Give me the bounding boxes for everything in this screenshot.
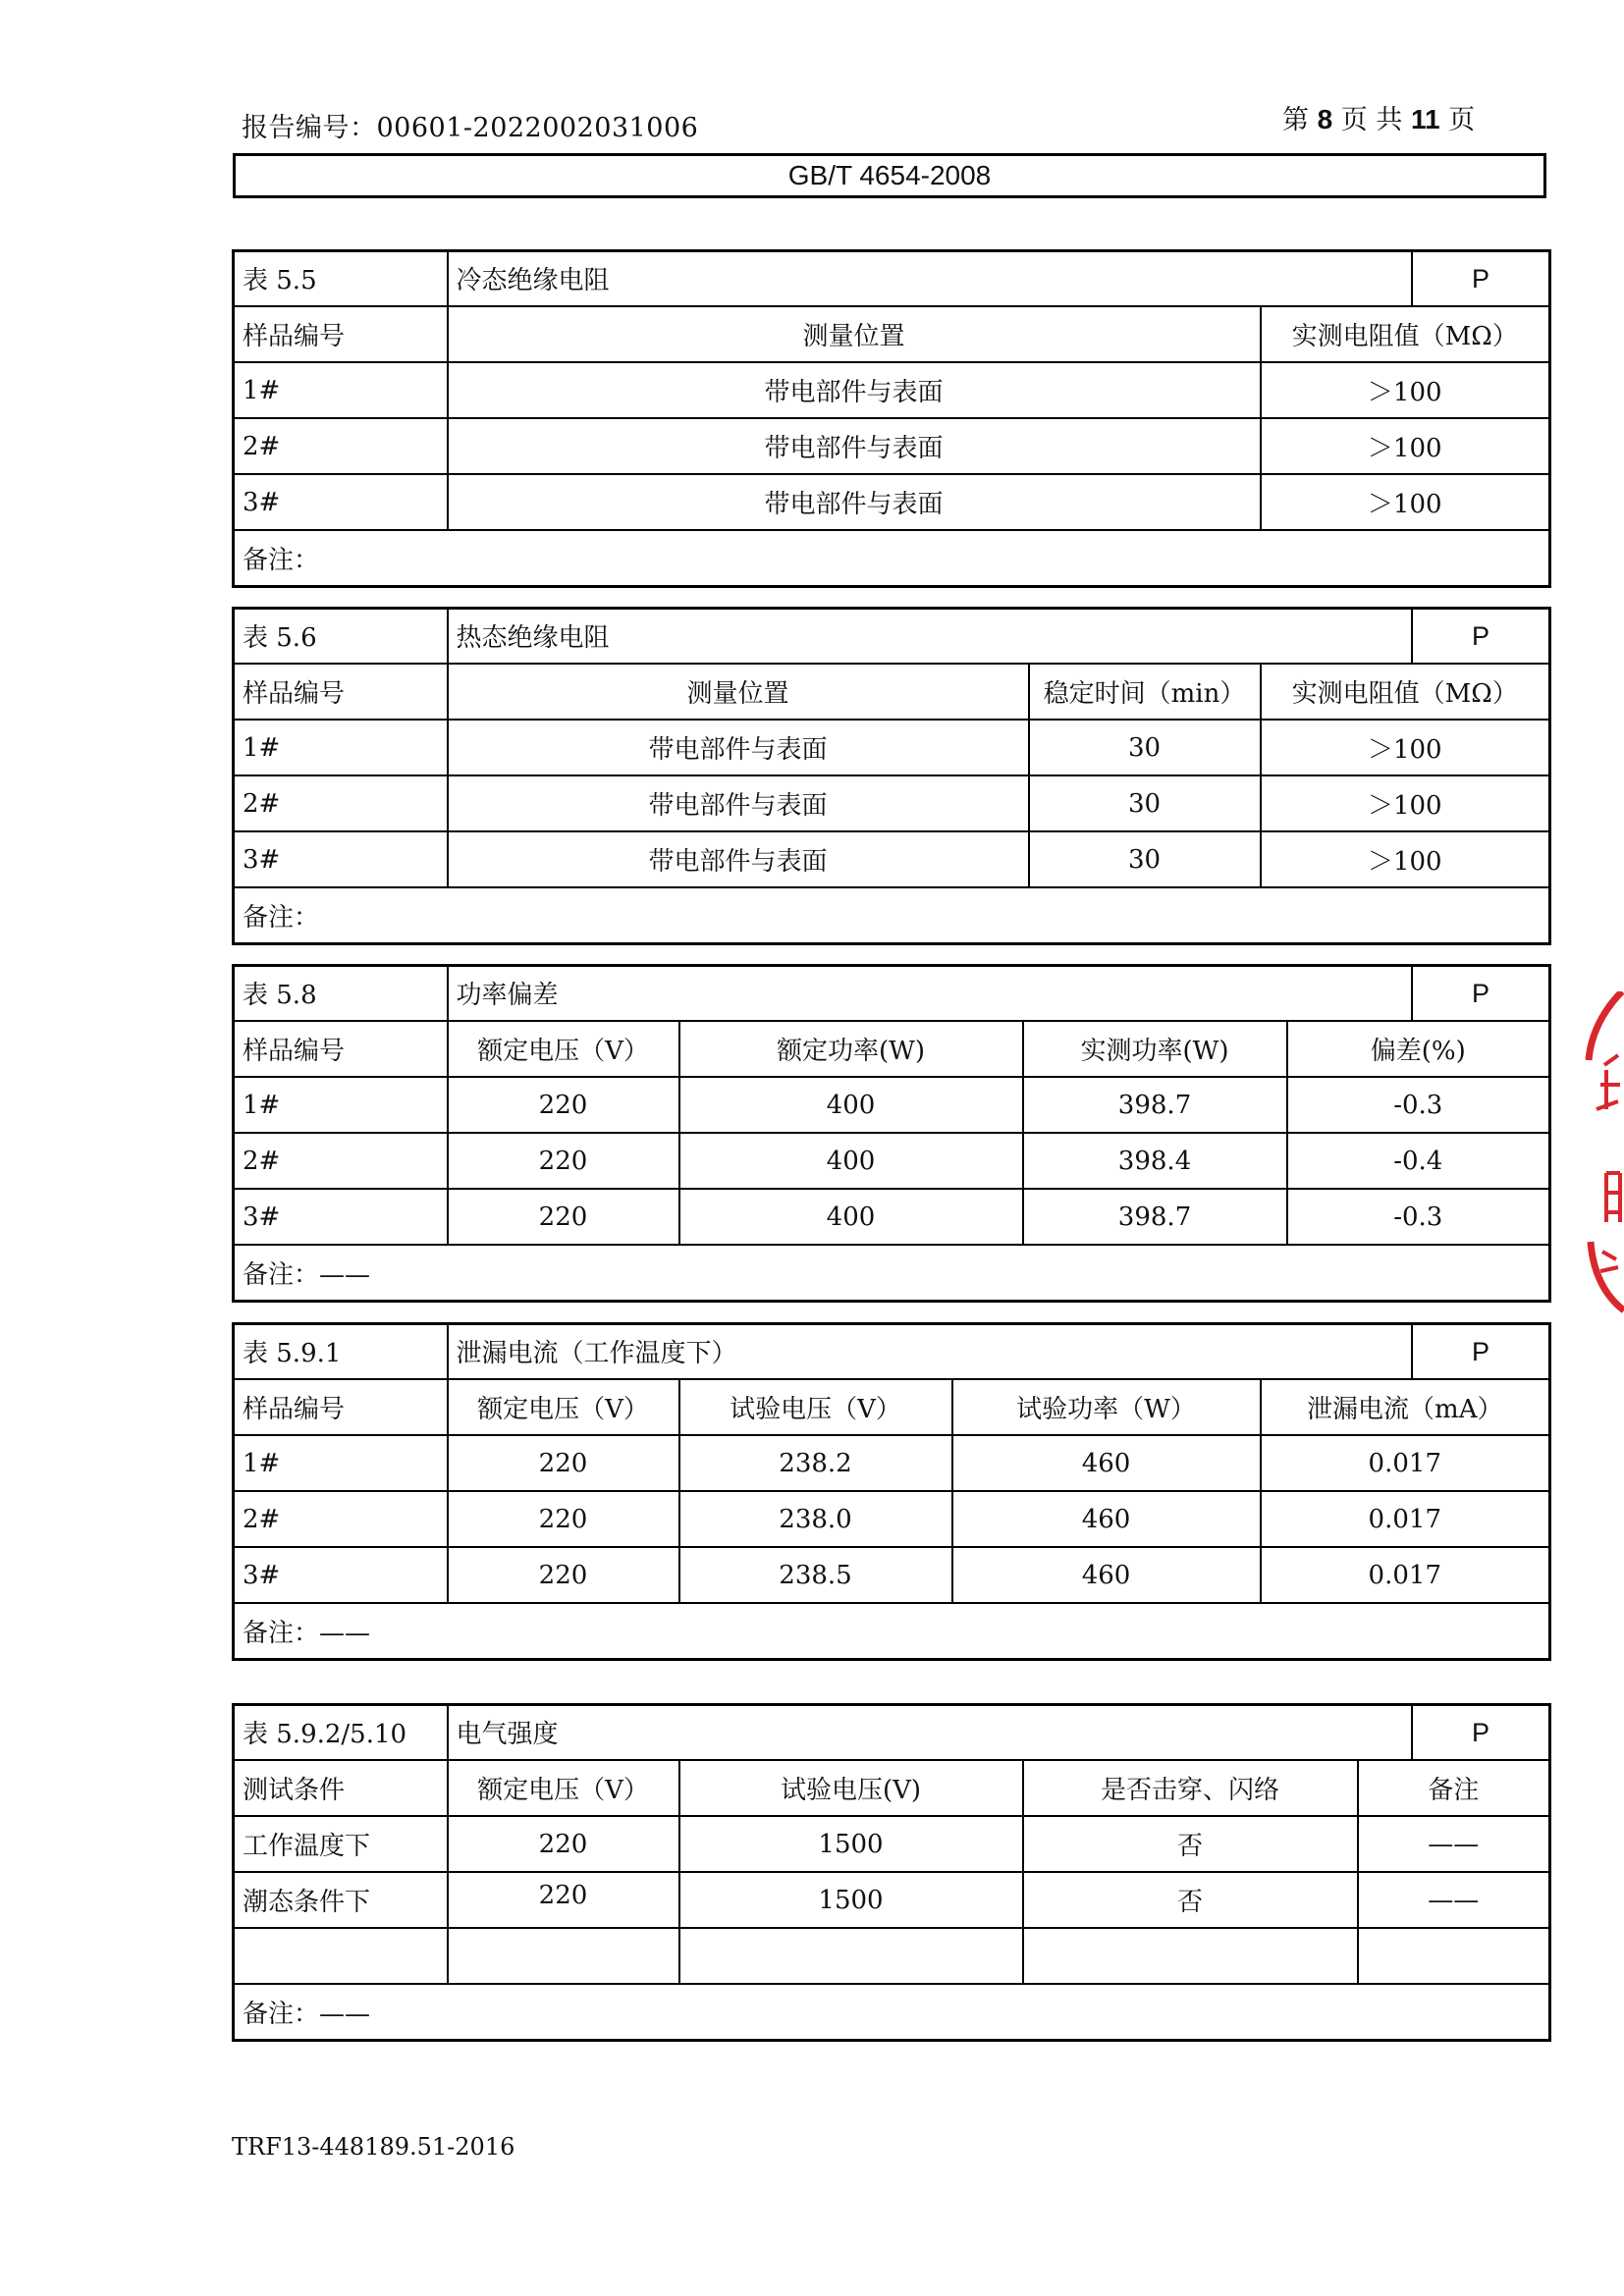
header-breakdown: 是否击穿、闪络 xyxy=(1023,1760,1358,1816)
empty-cell xyxy=(679,1928,1023,1984)
sample-no: 3# xyxy=(234,1547,448,1603)
sample-no: 2# xyxy=(234,418,448,474)
page-suffix: 页 xyxy=(1448,105,1476,135)
table-title xyxy=(448,1324,1261,1380)
header-resistance: 实测电阻值（MΩ） xyxy=(1261,664,1550,720)
stable-time: 30 xyxy=(1029,831,1261,887)
sample-no: 1# xyxy=(234,362,448,418)
sample-no: 1# xyxy=(234,720,448,775)
test-power: 460 xyxy=(952,1491,1261,1547)
table-row xyxy=(234,1491,1550,1547)
leakage: 0.017 xyxy=(1261,1435,1550,1491)
table-row xyxy=(234,1872,1550,1928)
table-title xyxy=(448,609,1261,665)
resistance: ＞100 xyxy=(1261,831,1550,887)
header-rated-power: 额定功率(W) xyxy=(679,1021,1023,1077)
resistance: ＞100 xyxy=(1261,775,1550,831)
test-power: 460 xyxy=(952,1435,1261,1491)
table-electric-strength xyxy=(232,1703,1551,2042)
empty-cell xyxy=(234,1928,448,1984)
position: 带电部件与表面 xyxy=(448,831,1029,887)
page-prefix: 第 xyxy=(1282,105,1309,135)
table-row-empty xyxy=(234,1928,1550,1984)
table-title xyxy=(448,966,1287,1022)
position: 带电部件与表面 xyxy=(448,474,1261,530)
page-total: 11 xyxy=(1410,104,1440,134)
result-value: P xyxy=(1411,967,1548,1020)
result-value: P xyxy=(1411,1706,1548,1759)
resistance: ＞100 xyxy=(1261,474,1550,530)
rated-voltage: 220 xyxy=(448,1816,679,1872)
header-measured-power: 实测功率(W) xyxy=(1023,1021,1287,1077)
table-title xyxy=(448,251,1261,307)
sample-no: 3# xyxy=(234,474,448,530)
stable-time: 30 xyxy=(1029,720,1261,775)
sample-no: 2# xyxy=(234,1133,448,1189)
header-sample-no: 样品编号 xyxy=(234,1379,448,1435)
table-hot-insulation xyxy=(232,607,1551,945)
table-note: 备注：—— xyxy=(234,1984,1550,2040)
table-title-text: 冷态绝缘电阻 xyxy=(456,266,610,295)
header-leakage: 泄漏电流（mA） xyxy=(1261,1379,1550,1435)
table-row xyxy=(234,1547,1550,1603)
test-voltage: 1500 xyxy=(679,1872,1023,1928)
header-position: 测量位置 xyxy=(448,664,1029,720)
test-condition: 潮态条件下 xyxy=(234,1872,448,1928)
table-title-text: 热态绝缘电阻 xyxy=(456,623,610,653)
deviation: -0.3 xyxy=(1287,1189,1550,1245)
rated-voltage: 220 xyxy=(448,1547,679,1603)
result-cell xyxy=(1358,1705,1550,1761)
table-row xyxy=(234,775,1550,831)
resistance: ＞100 xyxy=(1261,418,1550,474)
measured-power: 398.7 xyxy=(1023,1189,1287,1245)
test-voltage: 238.2 xyxy=(679,1435,952,1491)
stable-time: 30 xyxy=(1029,775,1261,831)
rated-power: 400 xyxy=(679,1133,1023,1189)
position: 带电部件与表面 xyxy=(448,720,1029,775)
seal-stamp-icon xyxy=(1583,991,1624,1315)
rated-voltage: 220 xyxy=(448,1491,679,1547)
empty-cell xyxy=(1023,1928,1358,1984)
test-power: 460 xyxy=(952,1547,1261,1603)
header-deviation: 偏差(%) xyxy=(1287,1021,1550,1077)
header-rated-voltage: 额定电压（V） xyxy=(448,1379,679,1435)
measured-power: 398.7 xyxy=(1023,1077,1287,1133)
resistance: ＞100 xyxy=(1261,720,1550,775)
position: 带电部件与表面 xyxy=(448,418,1261,474)
rated-voltage: 220 xyxy=(448,1872,679,1928)
page-mid: 页 共 xyxy=(1340,105,1403,135)
report-number: 报告编号：00601-2022002031006 xyxy=(242,113,699,143)
table-leakage-current xyxy=(232,1322,1551,1661)
rated-power: 400 xyxy=(679,1189,1023,1245)
sample-no: 1# xyxy=(234,1435,448,1491)
table-row xyxy=(234,418,1550,474)
standard-title xyxy=(233,153,1546,198)
leakage: 0.017 xyxy=(1261,1491,1550,1547)
table-number: 表 5.5 xyxy=(234,251,448,307)
result-value: P xyxy=(1411,610,1548,663)
sample-no: 3# xyxy=(234,831,448,887)
result-cell xyxy=(1261,1324,1550,1380)
header-sample-no: 样品编号 xyxy=(234,664,448,720)
table-title-text: 泄漏电流（工作温度下） xyxy=(456,1339,737,1368)
position: 带电部件与表面 xyxy=(448,775,1029,831)
table-title-text: 功率偏差 xyxy=(456,981,559,1010)
header-rated-voltage: 额定电压（V） xyxy=(448,1021,679,1077)
table-cold-insulation xyxy=(232,249,1551,588)
table-row xyxy=(234,831,1550,887)
table-note: 备注： xyxy=(234,530,1550,586)
rated-voltage: 220 xyxy=(448,1133,679,1189)
measured-power: 398.4 xyxy=(1023,1133,1287,1189)
table-title-text: 电气强度 xyxy=(456,1720,559,1749)
result-cell xyxy=(1287,966,1550,1022)
result-value: P xyxy=(1411,1325,1548,1378)
table-number: 表 5.9.2/5.10 xyxy=(234,1705,448,1761)
position: 带电部件与表面 xyxy=(448,362,1261,418)
header-test-power: 试验功率（W） xyxy=(952,1379,1261,1435)
rated-voltage: 220 xyxy=(448,1077,679,1133)
table-row xyxy=(234,1077,1550,1133)
table-note: 备注：—— xyxy=(234,1603,1550,1659)
page-current: 8 xyxy=(1317,104,1333,134)
header-test-voltage: 试验电压（V） xyxy=(679,1379,952,1435)
header-stable-time: 稳定时间（min） xyxy=(1029,664,1261,720)
test-voltage: 238.5 xyxy=(679,1547,952,1603)
table-title xyxy=(448,1705,1358,1761)
result-cell xyxy=(1261,251,1550,307)
rated-power: 400 xyxy=(679,1077,1023,1133)
empty-cell xyxy=(448,1928,679,1984)
table-row xyxy=(234,1435,1550,1491)
header-sample-no: 样品编号 xyxy=(234,1021,448,1077)
header-rated-voltage: 额定电压（V） xyxy=(448,1760,679,1816)
remark: —— xyxy=(1358,1872,1550,1928)
table-number: 表 5.8 xyxy=(234,966,448,1022)
table-power-deviation xyxy=(232,964,1551,1303)
header-resistance: 实测电阻值（MΩ） xyxy=(1261,306,1550,362)
empty-cell xyxy=(1358,1928,1550,1984)
standard-code: GB/T 4654-2008 xyxy=(787,160,992,190)
table-row xyxy=(234,1189,1550,1245)
header-position: 测量位置 xyxy=(448,306,1261,362)
leakage: 0.017 xyxy=(1261,1547,1550,1603)
rated-voltage: 220 xyxy=(448,1435,679,1491)
test-voltage: 1500 xyxy=(679,1816,1023,1872)
remark: —— xyxy=(1358,1816,1550,1872)
test-condition: 工作温度下 xyxy=(234,1816,448,1872)
table-note: 备注：—— xyxy=(234,1245,1550,1301)
test-voltage: 238.0 xyxy=(679,1491,952,1547)
table-row xyxy=(234,1133,1550,1189)
header-test-condition: 测试条件 xyxy=(234,1760,448,1816)
sample-no: 1# xyxy=(234,1077,448,1133)
table-note: 备注： xyxy=(234,887,1550,943)
header-remark: 备注 xyxy=(1358,1760,1550,1816)
form-code: TRF13-448189.51-2016 xyxy=(232,2133,515,2161)
table-row xyxy=(234,1816,1550,1872)
resistance: ＞100 xyxy=(1261,362,1550,418)
deviation: -0.3 xyxy=(1287,1077,1550,1133)
result-cell xyxy=(1261,609,1550,665)
breakdown: 否 xyxy=(1023,1816,1358,1872)
table-row xyxy=(234,720,1550,775)
sample-no: 2# xyxy=(234,775,448,831)
table-number: 表 5.9.1 xyxy=(234,1324,448,1380)
header-test-voltage: 试验电压(V) xyxy=(679,1760,1023,1816)
breakdown: 否 xyxy=(1023,1872,1358,1928)
header-sample-no: 样品编号 xyxy=(234,306,448,362)
rated-voltage: 220 xyxy=(448,1189,679,1245)
table-row xyxy=(234,362,1550,418)
table-row xyxy=(234,474,1550,530)
table-number: 表 5.6 xyxy=(234,609,448,665)
page-indicator xyxy=(1282,98,1475,136)
sample-no: 3# xyxy=(234,1189,448,1245)
result-value: P xyxy=(1411,252,1548,305)
sample-no: 2# xyxy=(234,1491,448,1547)
deviation: -0.4 xyxy=(1287,1133,1550,1189)
